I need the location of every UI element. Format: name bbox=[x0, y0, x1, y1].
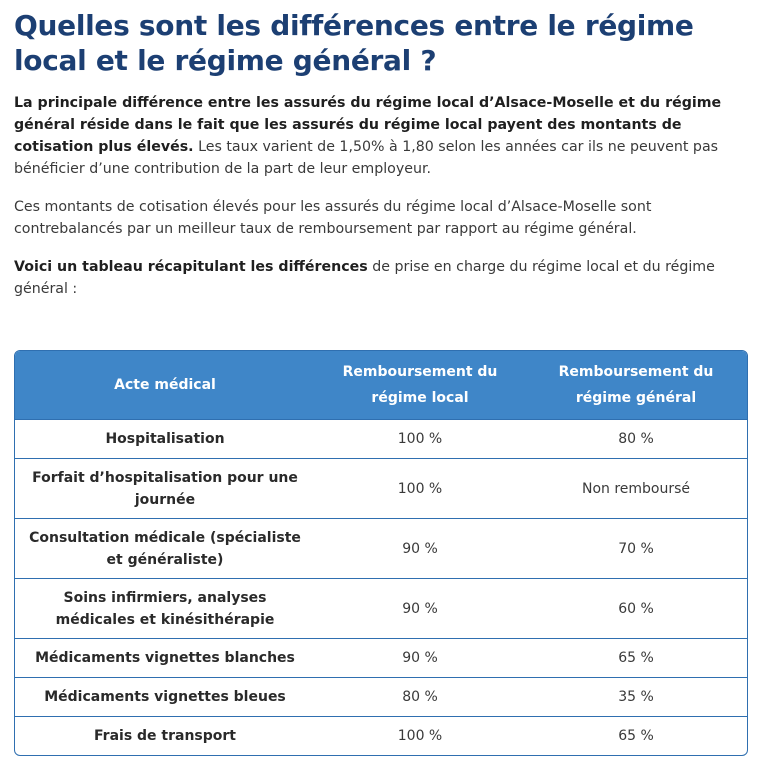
acte-cell: Hospitalisation bbox=[15, 420, 315, 459]
article-content bbox=[14, 8, 750, 300]
local-rate-cell: 90 % bbox=[315, 519, 525, 579]
contrast-paragraph: Ces montants de cotisation élevés pour les assurés du régime local d’Alsace-Moselle sont contrebalancés par un meilleur taux de remboursement par rapport au régime général. bbox=[14, 199, 652, 237]
table-intro-normal-text: de prise en charge du régime local et du régime général : bbox=[14, 259, 715, 297]
general-rate-cell: 80 % bbox=[525, 420, 747, 459]
acte-cell: Soins infirmiers, analyses médicales et kinésithérapie bbox=[15, 579, 315, 639]
header-acte-medical: Acte médical bbox=[15, 351, 315, 420]
general-rate-cell: Non remboursé bbox=[525, 459, 747, 519]
local-rate-cell: 90 % bbox=[315, 639, 525, 678]
acte-cell: Frais de transport bbox=[15, 717, 315, 756]
intro-paragraph bbox=[14, 92, 750, 180]
table-row bbox=[15, 717, 747, 756]
acte-cell: Médicaments vignettes bleues bbox=[15, 678, 315, 717]
intro-bold-text: La principale différence entre les assurés du régime local d’Alsace-Moselle et du régime général réside dans le fait que les assurés du régime local payent des montants de cotisation plus élevés. bbox=[14, 95, 722, 155]
local-rate-cell: 90 % bbox=[315, 579, 525, 639]
acte-cell: Médicaments vignettes blanches bbox=[15, 639, 315, 678]
local-rate-cell: 80 % bbox=[315, 678, 525, 717]
table-header-row bbox=[15, 351, 747, 420]
table-row bbox=[15, 459, 747, 519]
comparison-table-container bbox=[14, 350, 748, 756]
general-rate-cell: 35 % bbox=[525, 678, 747, 717]
local-rate-cell: 100 % bbox=[315, 420, 525, 459]
local-rate-cell: 100 % bbox=[315, 717, 525, 756]
table-intro-bold-text: Voici un tableau récapitulant les différences bbox=[14, 259, 368, 275]
general-rate-cell: 60 % bbox=[525, 579, 747, 639]
table-row bbox=[15, 678, 747, 717]
comparison-table bbox=[15, 351, 747, 755]
table-row bbox=[15, 639, 747, 678]
table-intro-paragraph bbox=[14, 256, 750, 300]
header-regime-local: Remboursement du régime local bbox=[315, 351, 525, 420]
section-heading: Quelles sont les différences entre le régime local et le régime général ? bbox=[14, 9, 694, 77]
intro-normal-text: Les taux varient de 1,50% à 1,80 selon les années car ils ne peuvent pas bénéficier d’une contribution de la part de leur employeur. bbox=[14, 139, 719, 177]
general-rate-cell: 65 % bbox=[525, 717, 747, 756]
general-rate-cell: 65 % bbox=[525, 639, 747, 678]
table-row bbox=[15, 519, 747, 579]
local-rate-cell: 100 % bbox=[315, 459, 525, 519]
acte-cell: Consultation médicale (spécialiste et généraliste) bbox=[15, 519, 315, 579]
table-row bbox=[15, 579, 747, 639]
header-regime-general: Remboursement du régime général bbox=[525, 351, 747, 420]
general-rate-cell: 70 % bbox=[525, 519, 747, 579]
table-row bbox=[15, 420, 747, 459]
acte-cell: Forfait d’hospitalisation pour une journée bbox=[15, 459, 315, 519]
